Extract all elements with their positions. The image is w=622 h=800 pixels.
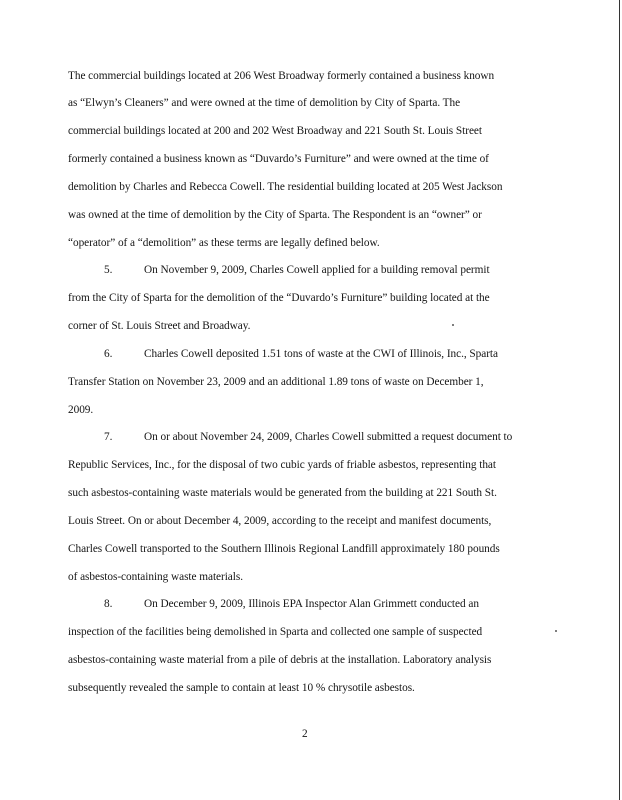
- scan-speck: [555, 630, 557, 632]
- paragraph-line: Transfer Station on November 23, 2009 and an additional 1.89 tons of waste on December 1,: [68, 376, 484, 388]
- scan-speck: [452, 324, 454, 326]
- paragraph-line: such asbestos-containing waste materials would be generated from the building at 221 South St.: [68, 487, 497, 499]
- paragraph-text: On November 9, 2009, Charles Cowell applied for a building removal permit: [144, 264, 490, 276]
- paragraph-line: from the City of Sparta for the demolition of the “Duvardo’s Furniture” building located at the: [68, 292, 490, 304]
- paragraph-line: subsequently revealed the sample to contain at least 10 % chrysotile asbestos.: [68, 682, 415, 694]
- intro-line: The commercial buildings located at 206 West Broadway formerly contained a business known: [68, 70, 495, 82]
- paragraph-number: 8.: [104, 598, 113, 610]
- paragraph-text: On or about November 24, 2009, Charles Cowell submitted a request document to: [144, 431, 513, 443]
- paragraph-line: asbestos-containing waste material from a pile of debris at the installation. Laboratory analysis: [68, 654, 492, 666]
- paragraph-line: corner of St. Louis Street and Broadway.: [68, 320, 251, 332]
- paragraph-number: 5.: [104, 264, 113, 276]
- paragraph-8-first-line: [104, 597, 479, 611]
- intro-line: “operator” of a “demolition” as these terms are legally defined below.: [68, 237, 380, 249]
- paragraph-line: Louis Street. On or about December 4, 2009, according to the receipt and manifest documents,: [68, 515, 492, 527]
- paragraph-7-first-line: [104, 430, 512, 444]
- paragraph-line: inspection of the facilities being demolished in Sparta and collected one sample of suspected: [68, 626, 483, 638]
- paragraph-5-first-line: [104, 263, 490, 277]
- paragraph-text: On December 9, 2009, Illinois EPA Inspector Alan Grimmett conducted an: [144, 598, 479, 610]
- page-number: 2: [302, 728, 308, 740]
- paragraph-line: 2009.: [68, 404, 94, 416]
- paragraph-line: Republic Services, Inc., for the disposal of two cubic yards of friable asbestos, representing that: [68, 459, 496, 471]
- paragraph-number: 6.: [104, 348, 113, 360]
- page-edge: [619, 0, 620, 800]
- intro-line: commercial buildings located at 200 and 202 West Broadway and 221 South St. Louis Street: [68, 125, 482, 137]
- paragraph-text: Charles Cowell deposited 1.51 tons of waste at the CWI of Illinois, Inc., Sparta: [144, 348, 498, 360]
- paragraph-line: Charles Cowell transported to the Southern Illinois Regional Landfill approximately 180 pounds: [68, 543, 500, 555]
- paragraph-6-first-line: [104, 347, 498, 361]
- intro-line: demolition by Charles and Rebecca Cowell. The residential building located at 205 West Jackson: [68, 181, 503, 193]
- intro-line: formerly contained a business known as “Duvardo’s Furniture” and were owned at the time of: [68, 153, 489, 165]
- intro-line: was owned at the time of demolition by the City of Sparta. The Respondent is an “owner” or: [68, 209, 482, 221]
- intro-line: as “Elwyn’s Cleaners” and were owned at the time of demolition by City of Sparta. The: [68, 97, 461, 109]
- paragraph-line: of asbestos-containing waste materials.: [68, 571, 243, 583]
- paragraph-number: 7.: [104, 431, 113, 443]
